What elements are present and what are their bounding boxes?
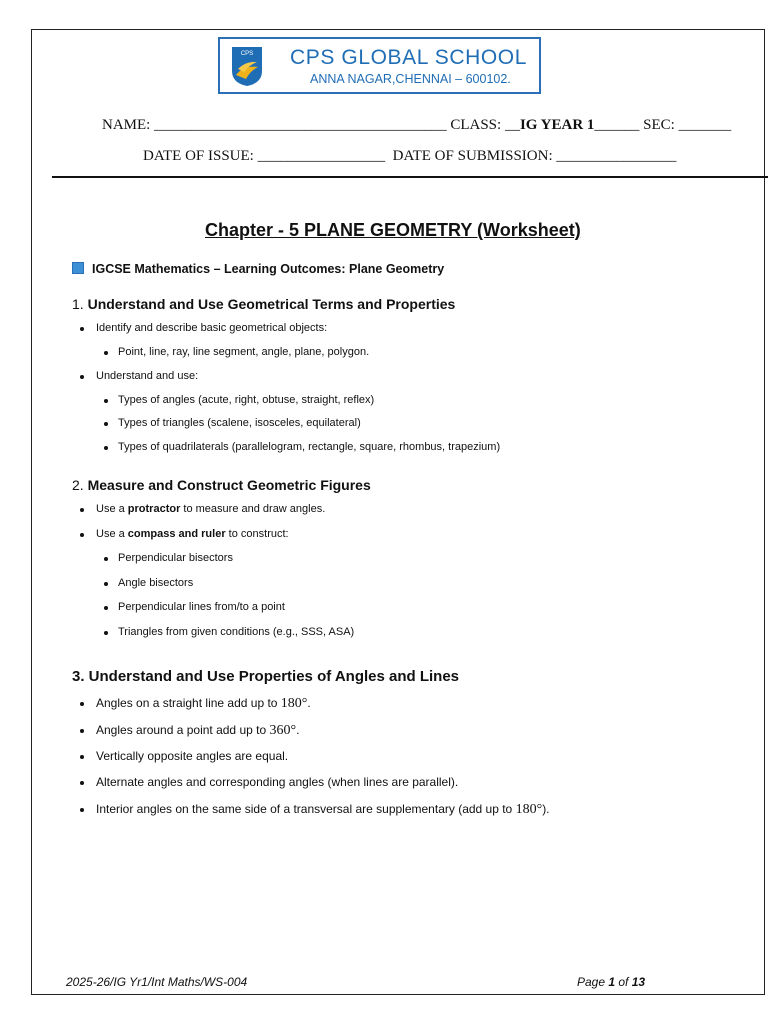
- bullet-icon: [80, 702, 84, 706]
- blue-square-icon: [72, 262, 84, 274]
- bullet-icon: [104, 606, 108, 610]
- bullet-icon: [80, 508, 84, 512]
- bullet-icon: [104, 582, 108, 586]
- list-item: Triangles from given conditions (e.g., SSS, ASA): [118, 626, 355, 638]
- emblem-text: CPS: [240, 51, 254, 57]
- section-2-title: Measure and Construct Geometric Figures: [87, 477, 371, 493]
- class-label: CLASS:: [450, 117, 502, 133]
- sec-label: SEC:: [643, 117, 675, 133]
- issue-blank[interactable]: _________________: [257, 148, 386, 164]
- learning-outcomes-heading: [72, 262, 444, 276]
- section-1-number: 1.: [72, 296, 84, 312]
- date-line: [143, 148, 676, 165]
- list-item: Alternate angles and corresponding angles (when lines are parallel).: [96, 775, 459, 789]
- list-item: Types of triangles (scalene, isosceles, equilateral): [118, 417, 361, 429]
- list-item: Use a protractor to measure and draw angles.: [96, 503, 326, 515]
- sec-blank[interactable]: _______: [678, 117, 732, 133]
- section-2-number: 2.: [72, 477, 84, 493]
- list-item: Types of angles (acute, right, obtuse, straight, reflex): [118, 394, 375, 406]
- class-blank-pre: __: [504, 117, 520, 133]
- list-item: Perpendicular bisectors: [118, 552, 233, 564]
- school-emblem-icon: [230, 45, 264, 87]
- document-code: 2025-26/IG Yr1/Int Maths/WS-004: [66, 975, 248, 989]
- bullet-icon: [104, 399, 108, 403]
- list-item: Perpendicular lines from/to a point: [118, 601, 285, 613]
- list-item: Vertically opposite angles are equal.: [96, 749, 289, 763]
- submission-blank[interactable]: ________________: [556, 148, 677, 164]
- issue-label: DATE OF ISSUE:: [143, 148, 254, 164]
- bullet-icon: [104, 422, 108, 426]
- bullet-icon: [104, 557, 108, 561]
- header-divider: [52, 176, 768, 178]
- submission-label: DATE OF SUBMISSION:: [392, 148, 553, 164]
- school-name: CPS GLOBAL SCHOOL: [290, 46, 527, 69]
- bullet-icon: [104, 631, 108, 635]
- section-2-heading: [72, 477, 371, 493]
- list-item: Point, line, ray, line segment, angle, plane, polygon.: [118, 346, 370, 358]
- subheading-text: IGCSE Mathematics – Learning Outcomes: Plane Geometry: [92, 262, 445, 276]
- list-item: Understand and use:: [96, 370, 199, 382]
- list-item: Identify and describe basic geometrical objects:: [96, 322, 328, 334]
- bullet-icon: [80, 375, 84, 379]
- bullet-icon: [80, 755, 84, 759]
- list-item: Use a compass and ruler to construct:: [96, 528, 289, 540]
- school-address: ANNA NAGAR,CHENNAI – 600102.: [310, 72, 511, 86]
- list-item: Angles on a straight line add up to 180°.: [96, 696, 311, 711]
- bullet-icon: [104, 351, 108, 355]
- page-number: Page 1 of 13: [577, 975, 646, 989]
- class-value: IG YEAR 1: [519, 117, 595, 133]
- class-blank-post: ______: [594, 117, 640, 133]
- name-blank[interactable]: _______________________________________: [154, 117, 447, 133]
- bullet-icon: [104, 446, 108, 450]
- section-3-heading: 3. Understand and Use Properties of Angles and Lines: [72, 668, 460, 685]
- name-label: NAME:: [102, 117, 151, 133]
- bullet-icon: [80, 808, 84, 812]
- bullet-icon: [80, 327, 84, 331]
- bullet-icon: [80, 729, 84, 733]
- name-class-line: [102, 117, 731, 134]
- list-item: Interior angles on the same side of a transversal are supplementary (add up to 180°).: [96, 802, 550, 817]
- bullet-icon: [80, 781, 84, 785]
- bullet-icon: [80, 533, 84, 537]
- list-item: Angle bisectors: [118, 577, 194, 589]
- section-1-heading: [72, 296, 455, 312]
- list-item: Types of quadrilaterals (parallelogram, rectangle, square, rhombus, trapezium): [118, 441, 501, 453]
- list-item: Angles around a point add up to 360°.: [96, 723, 300, 738]
- worksheet-title: Chapter - 5 PLANE GEOMETRY (Worksheet): [205, 220, 581, 240]
- section-1-title: Understand and Use Geometrical Terms and Properties: [87, 296, 456, 312]
- school-logo-banner: [218, 37, 541, 94]
